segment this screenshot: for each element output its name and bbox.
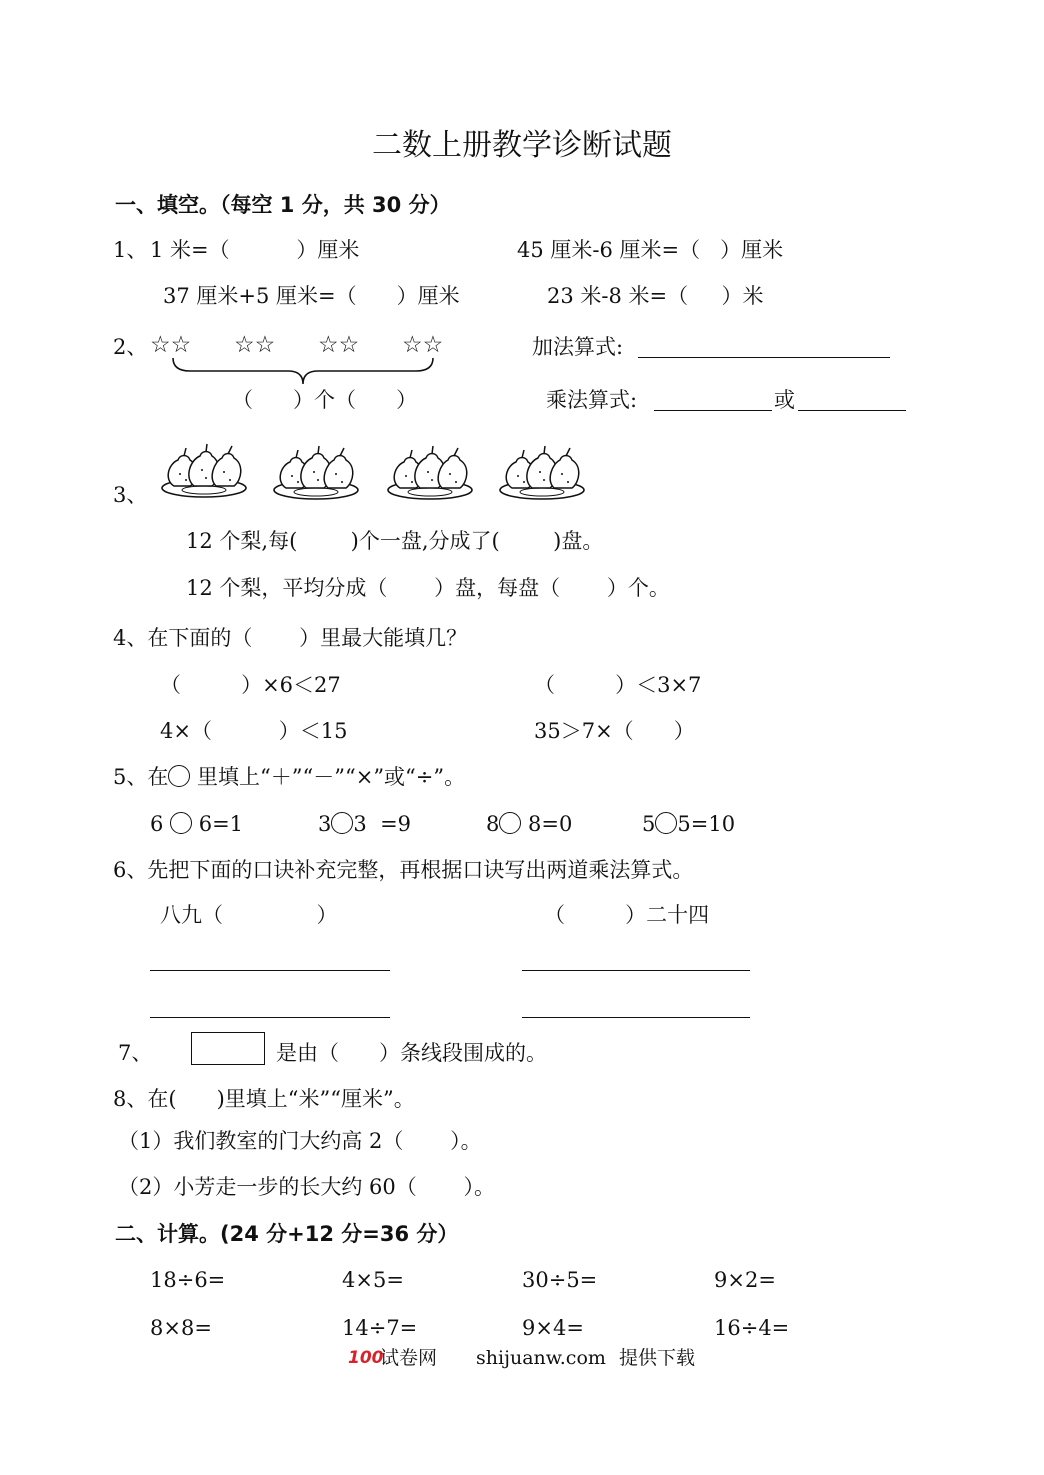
q1-number: 1、 — [113, 238, 148, 262]
star-group-2: ☆☆ — [234, 332, 276, 358]
q5-item-1 — [150, 811, 243, 837]
rectangle-icon — [191, 1032, 265, 1065]
answer-circle[interactable] — [655, 812, 677, 834]
q5-item-4 — [642, 811, 735, 837]
q4-item-b: （ ）＜3×7 — [534, 673, 702, 697]
q5-item-right: 8=0 — [521, 812, 573, 836]
footer-url[interactable]: shijuanw.com — [476, 1347, 606, 1369]
q5-item-right: 5=10 — [677, 812, 736, 836]
q8-item-a: （1）我们教室的门大约高 2（ ）。 — [118, 1129, 482, 1153]
circle-icon — [168, 765, 190, 787]
answer-circle[interactable] — [499, 812, 521, 834]
q5-item-left: 3 — [318, 812, 332, 836]
q5-prompt — [113, 764, 465, 790]
q2-count-blanks: （ ）个（ ） — [232, 388, 418, 412]
q4-prompt: 4、在下面的（ ）里最大能填几？ — [113, 626, 468, 650]
q2-mul-answer-line-2[interactable] — [798, 410, 906, 411]
q4-item-c: 4×（ ）＜15 — [160, 719, 348, 743]
q6-item-a: 八九（ ） — [160, 903, 338, 927]
q1-item-b: 45 厘米-6 厘米=（ ）厘米 — [517, 238, 784, 262]
q2-mul-answer-line-1[interactable] — [654, 410, 772, 411]
q3-line-1: 12 个梨,每( )个一盘,分成了( )盘。 — [186, 529, 604, 553]
section-heading-calc: 二、计算。(24 分+12 分=36 分） — [115, 1222, 459, 1246]
q5-item-left: 8 — [486, 812, 500, 836]
q5-item-right: 6=1 — [192, 812, 244, 836]
footer-logo: 100 — [348, 1348, 384, 1368]
page-title: 二数上册教学诊断试题 — [372, 128, 672, 163]
calc-item: 16÷4= — [714, 1316, 790, 1340]
q6-prompt: 6、先把下面的口诀补充完整，再根据口诀写出两道乘法算式。 — [113, 858, 694, 882]
footer-note: 提供下载 — [619, 1347, 696, 1369]
q8-prompt: 8、在( )里填上“米”“厘米”。 — [113, 1087, 415, 1111]
q5-prompt-pre: 5、在 — [113, 765, 169, 789]
q4-item-d: 35＞7×（ ） — [534, 719, 695, 743]
q2-add-answer-line[interactable] — [638, 357, 890, 358]
answer-circle[interactable] — [331, 812, 353, 834]
q6-answer-line-2[interactable] — [522, 970, 750, 971]
star-group-3: ☆☆ — [318, 332, 360, 358]
calc-item: 9×4= — [522, 1316, 584, 1340]
calc-item: 4×5= — [342, 1268, 404, 1292]
q2-mul-label: 乘法算式: — [546, 388, 638, 412]
q6-answer-line-1[interactable] — [150, 970, 390, 971]
q2-number: 2、 — [113, 335, 148, 359]
q1-item-a: 1 米=（ ）厘米 — [150, 238, 360, 262]
pear-plates-icon — [160, 440, 590, 506]
q5-item-2 — [318, 811, 411, 837]
q7-text: 是由（ ）条线段围成的。 — [276, 1041, 548, 1065]
q3-line-2: 12 个梨，平均分成（ ）盘，每盘（ ）个。 — [186, 576, 670, 600]
footer-site-name: 试卷网 — [380, 1347, 438, 1369]
q6-answer-line-3[interactable] — [150, 1017, 390, 1018]
star-group-4: ☆☆ — [402, 332, 444, 358]
q5-item-left: 6 — [150, 812, 171, 836]
q6-item-b: （ ）二十四 — [544, 903, 710, 927]
calc-item: 8×8= — [150, 1316, 212, 1340]
q8-item-b: （2）小芳走一步的长大约 60（ ）。 — [118, 1175, 495, 1199]
section-heading-fill: 一、填空。（每空 1 分，共 30 分） — [115, 193, 451, 217]
q7-number: 7、 — [118, 1041, 153, 1065]
q5-item-3 — [486, 811, 572, 837]
q5-prompt-post: 里填上“＋”“－”“×”或“÷”。 — [190, 765, 466, 789]
calc-item: 14÷7= — [342, 1316, 418, 1340]
q2-add-label: 加法算式: — [532, 335, 624, 359]
q5-item-right: 3 =9 — [353, 812, 412, 836]
q6-answer-line-4[interactable] — [522, 1017, 750, 1018]
q5-item-left: 5 — [642, 812, 656, 836]
q3-number: 3、 — [113, 483, 148, 507]
calc-item: 30÷5= — [522, 1268, 598, 1292]
q1-item-c: 37 厘米+5 厘米=（ ）厘米 — [163, 284, 460, 308]
q4-item-a: （ ）×6＜27 — [160, 673, 341, 697]
q1-item-d: 23 米-8 米=（ ）米 — [547, 284, 764, 308]
q2-or-text: 或 — [774, 388, 795, 412]
answer-circle[interactable] — [170, 812, 192, 834]
brace-icon — [170, 356, 436, 386]
calc-item: 9×2= — [714, 1268, 776, 1292]
calc-item: 18÷6= — [150, 1268, 226, 1292]
star-group-1: ☆☆ — [150, 332, 192, 358]
